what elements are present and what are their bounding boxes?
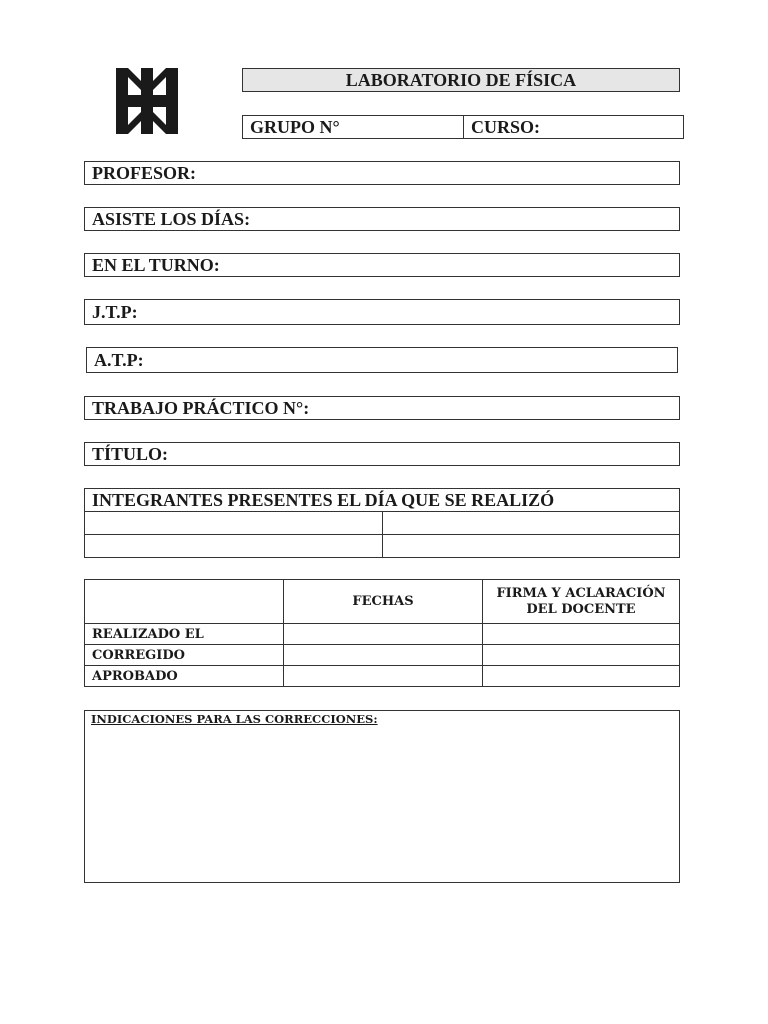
firma-header-line2: DEL DOCENTE xyxy=(526,601,636,617)
firma-aprobado-cell[interactable] xyxy=(483,666,680,687)
fecha-realizado-cell[interactable] xyxy=(284,624,483,645)
profesor-field[interactable]: PROFESOR: xyxy=(84,161,680,185)
firma-header-line1: FIRMA Y ACLARACIÓN xyxy=(496,585,666,601)
integrante-cell[interactable] xyxy=(85,512,383,535)
fecha-aprobado-cell[interactable] xyxy=(284,666,483,687)
grupo-field[interactable]: GRUPO N° xyxy=(242,115,464,139)
row-label-corregido: CORREGIDO xyxy=(85,645,284,666)
trabajo-practico-field[interactable]: TRABAJO PRÁCTICO N°: xyxy=(84,396,680,420)
grades-table xyxy=(84,579,680,687)
firma-realizado-cell[interactable] xyxy=(483,624,680,645)
integrantes-heading: INTEGRANTES PRESENTES EL DÍA QUE SE REALIZÓ xyxy=(85,489,680,512)
grades-corner-cell xyxy=(85,580,284,624)
integrante-cell[interactable] xyxy=(383,535,680,558)
atp-field[interactable]: A.T.P: xyxy=(86,347,678,373)
asiste-dias-field[interactable]: ASISTE LOS DÍAS: xyxy=(84,207,680,231)
jtp-field[interactable]: J.T.P: xyxy=(84,299,680,325)
form-title: LABORATORIO DE FÍSICA xyxy=(242,68,680,92)
firma-corregido-cell[interactable] xyxy=(483,645,680,666)
integrante-cell[interactable] xyxy=(383,512,680,535)
integrante-cell[interactable] xyxy=(85,535,383,558)
integrantes-table xyxy=(84,488,680,558)
fecha-corregido-cell[interactable] xyxy=(284,645,483,666)
turno-field[interactable]: EN EL TURNO: xyxy=(84,253,680,277)
titulo-field[interactable]: TÍTULO: xyxy=(84,442,680,466)
row-label-aprobado: APROBADO xyxy=(85,666,284,687)
firma-header xyxy=(483,580,680,624)
university-logo xyxy=(116,68,178,134)
row-label-realizado: REALIZADO EL xyxy=(85,624,284,645)
indicaciones-label: INDICACIONES PARA LAS CORRECCIONES: xyxy=(91,712,378,726)
curso-field[interactable]: CURSO: xyxy=(463,115,684,139)
indicaciones-box[interactable] xyxy=(84,710,680,883)
fechas-header: FECHAS xyxy=(284,580,483,624)
